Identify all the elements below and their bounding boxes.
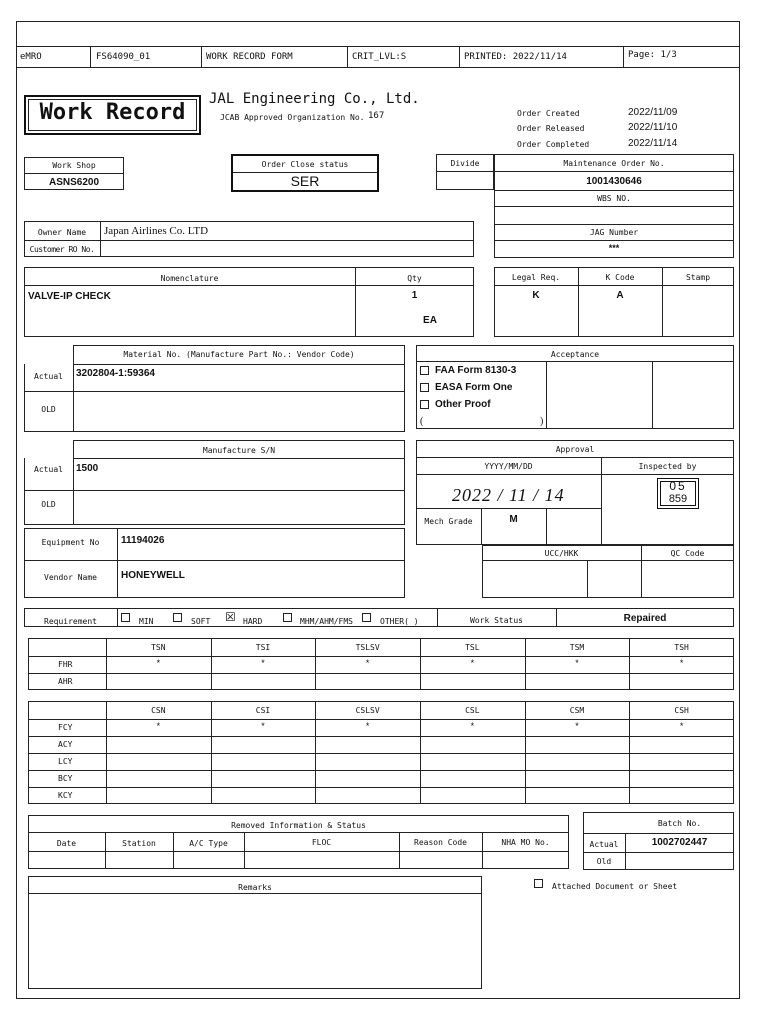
acceptance-faa-checkbox[interactable] <box>420 366 429 375</box>
qty-unit: EA <box>423 315 437 326</box>
hours-table-col-header: TSH <box>674 643 689 652</box>
header-form-name: WORK RECORD FORM <box>206 52 293 62</box>
qc-code-label: QC Code <box>670 549 705 558</box>
batch-old-label: Old <box>596 857 612 866</box>
qty-label: Qty <box>407 274 422 283</box>
hours-table-col-header: TSLSV <box>355 643 380 652</box>
header-form-id: FS64090_01 <box>96 52 151 62</box>
inspector-stamp-bottom: 859 <box>668 493 688 505</box>
order-completed-date: 2022/11/14 <box>628 138 678 149</box>
cycles-table-cell: * <box>156 721 161 731</box>
requirement-min-label: MIN <box>139 617 154 626</box>
requirement-soft-label: SOFT <box>191 617 211 626</box>
removed-col-nha-mo: NHA MO No. <box>501 838 550 847</box>
requirement-mhm-checkbox[interactable] <box>283 613 292 622</box>
work-shop-label: Work Shop <box>52 161 96 170</box>
removed-col-ac-type: A/C Type <box>189 839 228 848</box>
jag-value: *** <box>608 243 620 253</box>
requirement-label: Requirement <box>44 617 97 626</box>
cycles-table-cell: * <box>261 721 265 731</box>
work-status-value: Repaired <box>623 613 667 624</box>
vendor-label: Vendor Name <box>44 573 97 582</box>
hours-table-cell: * <box>365 658 370 668</box>
material-old-label: OLD <box>41 405 56 414</box>
cycles-table-row-label: FCY <box>58 723 73 732</box>
wbs-label: WBS NO. <box>597 194 631 203</box>
cycles-table-col-header: CSL <box>465 706 480 715</box>
requirement-other-label: OTHER( ) <box>380 617 419 626</box>
hours-table-row-label: AHR <box>58 677 73 686</box>
stamp-label: Stamp <box>685 273 711 282</box>
k-code-label: K Code <box>605 273 635 282</box>
inspected-by-label: Inspected by <box>638 462 697 471</box>
batch-actual-label: Actual <box>589 840 619 849</box>
page-title: Work Record <box>39 100 186 125</box>
hours-table-col-header: TSN <box>151 643 166 652</box>
removed-info-label: Removed Information & Status <box>231 821 366 830</box>
acceptance-label: Acceptance <box>550 350 600 359</box>
owner-value: Japan Airlines Co. LTD <box>104 225 209 237</box>
approval-label: Approval <box>555 445 595 454</box>
jag-label: JAG Number <box>589 228 639 237</box>
order-close-value: SER <box>290 173 320 189</box>
cycles-table-row-label: KCY <box>58 791 73 800</box>
removed-col-reason-code: Reason Code <box>414 838 467 847</box>
maintenance-order-value: 1001430646 <box>586 176 642 187</box>
requirement-mhm-label: MHM/AHM/FMS <box>300 617 353 626</box>
work-status-label: Work Status <box>470 616 523 625</box>
acceptance-paren-close: ) <box>540 416 544 427</box>
legal-label: Legal Req. <box>511 273 561 282</box>
maintenance-order-label: Maintenance Order No. <box>563 159 665 168</box>
cycles-table-row-label: LCY <box>58 757 73 766</box>
ucc-label: UCC/HKK <box>544 549 579 558</box>
manufacture-sn-old-label: OLD <box>41 500 56 509</box>
requirement-hard-label: HARD <box>243 617 263 626</box>
inspector-stamp-top: 05 <box>669 479 687 493</box>
nomenclature-label: Nomenclature <box>160 274 219 283</box>
header-system: eMRO <box>20 52 42 62</box>
equipment-value: 11194026 <box>121 535 165 546</box>
cycles-table-row-label: ACY <box>58 740 73 749</box>
hours-table-cell: * <box>575 658 579 668</box>
cycles-table-col-header: CSM <box>569 706 585 715</box>
cycles-table-row-label: BCY <box>58 774 73 783</box>
mech-grade-value: M <box>509 514 518 525</box>
order-created-date: 2022/11/09 <box>628 107 678 118</box>
work-shop-value: ASNS6200 <box>48 177 100 188</box>
hours-table-cell: * <box>470 658 475 668</box>
mech-grade-label: Mech Grade <box>424 517 473 526</box>
batch-label: Batch No. <box>657 819 702 828</box>
acceptance-faa-label: FAA Form 8130-3 <box>435 365 517 376</box>
cycles-table-cell: * <box>575 721 579 731</box>
approval-org-number: 167 <box>368 111 385 121</box>
approval-date-value: 2022 / 11 / 14 <box>452 485 565 505</box>
k-code-value: A <box>616 290 624 301</box>
qty-value: 1 <box>411 290 418 301</box>
material-actual-label: Actual <box>34 372 63 381</box>
cycles-table-col-header: CSLSV <box>355 706 380 715</box>
hours-table-cell: * <box>679 658 684 668</box>
removed-col-station: Station <box>122 839 156 848</box>
hours-table-row-label: FHR <box>58 660 73 669</box>
acceptance-other-checkbox[interactable] <box>420 400 429 409</box>
header-printed: PRINTED: 2022/11/14 <box>464 52 567 62</box>
legal-value: K <box>532 290 540 301</box>
material-actual-value: 3202804-1:59364 <box>76 368 155 379</box>
equipment-label: Equipment No <box>41 538 100 547</box>
attached-document-label: Attached Document or Sheet <box>552 882 678 891</box>
manufacture-sn-actual-value: 1500 <box>76 463 99 474</box>
acceptance-easa-checkbox[interactable] <box>420 383 429 392</box>
order-completed-label: Order Completed <box>517 140 590 149</box>
order-created-label: Order Created <box>517 109 580 118</box>
acceptance-easa-label: EASA Form One <box>435 382 513 393</box>
customer-ro-label: Customer RO No. <box>29 245 95 254</box>
order-released-date: 2022/11/10 <box>628 122 678 133</box>
cycles-table-col-header: CSN <box>151 706 166 715</box>
company-name: JAL Engineering Co., Ltd. <box>209 91 420 107</box>
material-label: Material No. (Manufacture Part No.: Vendor Code) <box>123 350 355 359</box>
order-close-label: Order Close status <box>261 160 349 169</box>
requirement-hard-checkbox[interactable]: ☒ <box>225 610 236 624</box>
approval-org-label: JCAB Approved Organization No. <box>220 113 365 122</box>
manufacture-sn-actual-label: Actual <box>34 465 63 474</box>
removed-col-floc: FLOC <box>311 838 332 847</box>
owner-label: Owner Name <box>37 228 87 237</box>
vendor-value: HONEYWELL <box>121 570 185 581</box>
remarks-label: Remarks <box>238 883 272 892</box>
requirement-soft-checkbox[interactable] <box>173 613 182 622</box>
manufacture-sn-label: Manufacture S/N <box>202 446 276 455</box>
header-page: Page: 1/3 <box>628 50 677 60</box>
hours-table-cell: * <box>156 658 161 668</box>
nomenclature-value: VALVE-IP CHECK <box>28 291 111 302</box>
order-released-label: Order Released <box>517 124 585 133</box>
hours-table-col-header: TSM <box>569 643 585 652</box>
divide-label: Divide <box>450 159 480 168</box>
hours-table-col-header: TSL <box>465 643 480 652</box>
requirement-min-checkbox[interactable] <box>121 613 130 622</box>
cycles-table-cell: * <box>470 721 475 731</box>
cycles-table-cell: * <box>365 721 370 731</box>
requirement-other-checkbox[interactable] <box>362 613 371 622</box>
cycles-table-col-header: CSI <box>255 706 271 715</box>
cycles-table-cell: * <box>679 721 684 731</box>
acceptance-other-label: Other Proof <box>435 399 491 410</box>
removed-col-date: Date <box>56 839 77 848</box>
batch-actual-value: 1002702447 <box>651 837 708 848</box>
hours-table-col-header: TSI <box>255 643 271 652</box>
header-crit-level: CRIT_LVL:S <box>352 52 407 62</box>
hours-table-cell: * <box>261 658 265 668</box>
cycles-table-col-header: CSH <box>674 706 689 715</box>
attached-document-checkbox[interactable] <box>534 879 543 888</box>
acceptance-paren-open: ( <box>420 416 424 427</box>
approval-date-label: YYYY/MM/DD <box>484 462 533 471</box>
